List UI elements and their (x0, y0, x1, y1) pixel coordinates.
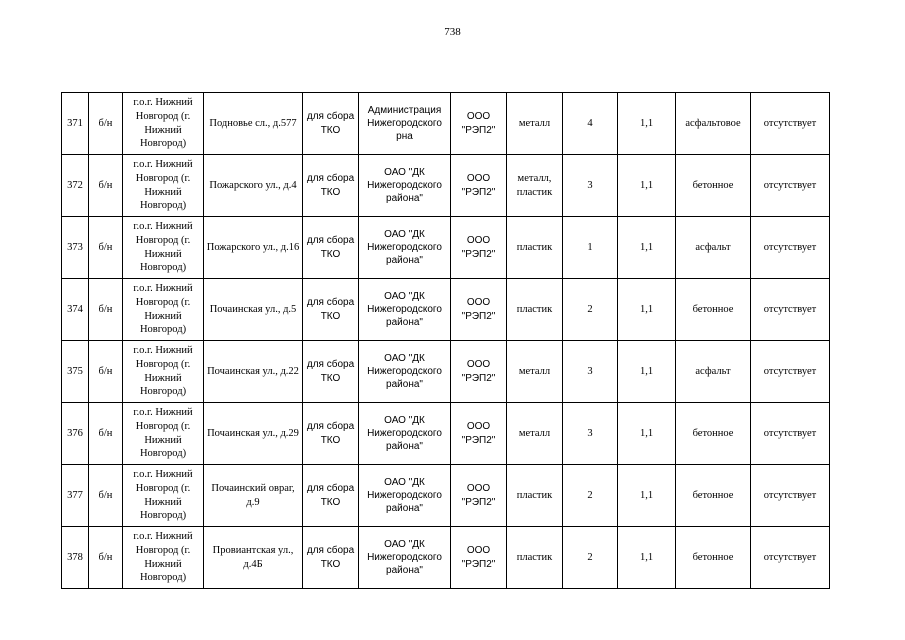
container-material: металл, пластик (507, 155, 563, 217)
container-count: 3 (563, 403, 618, 465)
container-material: металл (507, 93, 563, 155)
container-material: пластик (507, 279, 563, 341)
container-count: 3 (563, 155, 618, 217)
site-address: Пожарского ул., д.4 (204, 155, 303, 217)
fence-status: отсутствует (751, 403, 830, 465)
table-row (62, 217, 830, 279)
site-id: б/н (89, 403, 123, 465)
waste-operator: ООО "РЭП2" (451, 155, 507, 217)
table-row (62, 279, 830, 341)
surface-type: асфальт (676, 341, 751, 403)
fence-status: отсутствует (751, 155, 830, 217)
container-volume: 1,1 (618, 93, 676, 155)
site-purpose: для сбора ТКО (303, 217, 359, 279)
row-number: 376 (62, 403, 89, 465)
waste-operator: ООО "РЭП2" (451, 527, 507, 589)
municipality: г.о.г. Нижний Новгород (г. Нижний Новгород) (123, 527, 204, 589)
fence-status: отсутствует (751, 279, 830, 341)
row-number: 377 (62, 465, 89, 527)
site-owner: ОАО "ДК Нижегородского района" (359, 527, 451, 589)
page-number: 738 (444, 26, 461, 38)
fence-status: отсутствует (751, 527, 830, 589)
surface-type: бетонное (676, 465, 751, 527)
table-row (62, 403, 830, 465)
waste-operator: ООО "РЭП2" (451, 279, 507, 341)
site-purpose: для сбора ТКО (303, 341, 359, 403)
container-volume: 1,1 (618, 155, 676, 217)
container-volume: 1,1 (618, 279, 676, 341)
site-id: б/н (89, 341, 123, 403)
site-id: б/н (89, 217, 123, 279)
waste-operator: ООО "РЭП2" (451, 217, 507, 279)
site-address: Провиантская ул., д.4Б (204, 527, 303, 589)
fence-status: отсутствует (751, 341, 830, 403)
site-id: б/н (89, 155, 123, 217)
table-row (62, 155, 830, 217)
site-owner: ОАО "ДК Нижегородского района" (359, 217, 451, 279)
container-volume: 1,1 (618, 341, 676, 403)
municipality: г.о.г. Нижний Новгород (г. Нижний Новгород) (123, 465, 204, 527)
site-purpose: для сбора ТКО (303, 279, 359, 341)
surface-type: бетонное (676, 403, 751, 465)
municipality: г.о.г. Нижний Новгород (г. Нижний Новгород) (123, 341, 204, 403)
container-material: пластик (507, 465, 563, 527)
municipality: г.о.г. Нижний Новгород (г. Нижний Новгород) (123, 279, 204, 341)
surface-type: бетонное (676, 279, 751, 341)
container-volume: 1,1 (618, 527, 676, 589)
site-purpose: для сбора ТКО (303, 93, 359, 155)
container-material: металл (507, 341, 563, 403)
waste-operator: ООО "РЭП2" (451, 93, 507, 155)
site-address: Почаинская ул., д.5 (204, 279, 303, 341)
container-material: пластик (507, 527, 563, 589)
site-id: б/н (89, 527, 123, 589)
site-address: Подновье сл., д.577 (204, 93, 303, 155)
municipality: г.о.г. Нижний Новгород (г. Нижний Новгород) (123, 155, 204, 217)
site-owner: ОАО "ДК Нижегородского района" (359, 341, 451, 403)
table-row (62, 93, 830, 155)
container-volume: 1,1 (618, 403, 676, 465)
table-row (62, 341, 830, 403)
site-purpose: для сбора ТКО (303, 155, 359, 217)
site-id: б/н (89, 279, 123, 341)
site-owner: ОАО "ДК Нижегородского района" (359, 465, 451, 527)
site-address: Почаинская ул., д.29 (204, 403, 303, 465)
container-count: 3 (563, 341, 618, 403)
container-count: 4 (563, 93, 618, 155)
container-volume: 1,1 (618, 465, 676, 527)
container-sites-table (61, 92, 830, 589)
site-owner: ОАО "ДК Нижегородского района" (359, 279, 451, 341)
surface-type: бетонное (676, 527, 751, 589)
container-material: металл (507, 403, 563, 465)
row-number: 372 (62, 155, 89, 217)
container-count: 1 (563, 217, 618, 279)
site-id: б/н (89, 465, 123, 527)
table-row (62, 527, 830, 589)
waste-operator: ООО "РЭП2" (451, 341, 507, 403)
site-id: б/н (89, 93, 123, 155)
site-address: Почаинская ул., д.22 (204, 341, 303, 403)
surface-type: бетонное (676, 155, 751, 217)
row-number: 371 (62, 93, 89, 155)
municipality: г.о.г. Нижний Новгород (г. Нижний Новгород) (123, 217, 204, 279)
site-owner: ОАО "ДК Нижегородского района" (359, 403, 451, 465)
container-count: 2 (563, 465, 618, 527)
site-address: Почаинский овраг, д.9 (204, 465, 303, 527)
row-number: 378 (62, 527, 89, 589)
table-row (62, 465, 830, 527)
municipality: г.о.г. Нижний Новгород (г. Нижний Новгород) (123, 403, 204, 465)
site-purpose: для сбора ТКО (303, 465, 359, 527)
fence-status: отсутствует (751, 465, 830, 527)
site-purpose: для сбора ТКО (303, 527, 359, 589)
site-owner: Администрация Нижегородского рна (359, 93, 451, 155)
container-count: 2 (563, 527, 618, 589)
container-count: 2 (563, 279, 618, 341)
container-material: пластик (507, 217, 563, 279)
site-purpose: для сбора ТКО (303, 403, 359, 465)
row-number: 375 (62, 341, 89, 403)
waste-operator: ООО "РЭП2" (451, 465, 507, 527)
row-number: 373 (62, 217, 89, 279)
surface-type: асфальтовое (676, 93, 751, 155)
municipality: г.о.г. Нижний Новгород (г. Нижний Новгород) (123, 93, 204, 155)
surface-type: асфальт (676, 217, 751, 279)
fence-status: отсутствует (751, 217, 830, 279)
row-number: 374 (62, 279, 89, 341)
container-volume: 1,1 (618, 217, 676, 279)
fence-status: отсутствует (751, 93, 830, 155)
waste-operator: ООО "РЭП2" (451, 403, 507, 465)
site-owner: ОАО "ДК Нижегородского района" (359, 155, 451, 217)
site-address: Пожарского ул., д.16 (204, 217, 303, 279)
